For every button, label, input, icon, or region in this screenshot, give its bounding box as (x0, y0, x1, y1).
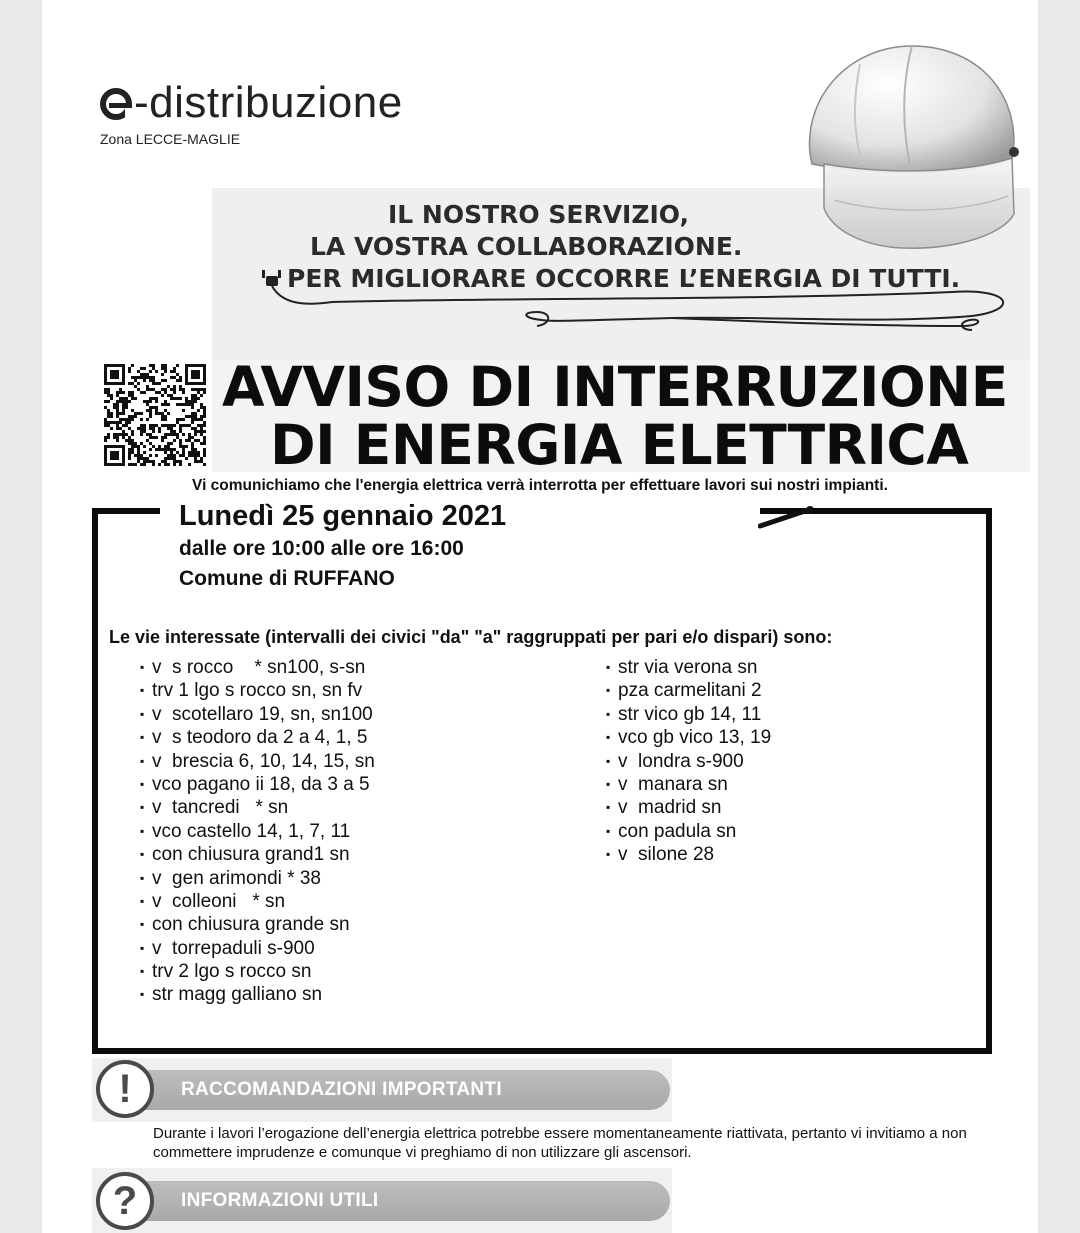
pen-stroke-icon (758, 502, 818, 532)
list-item: ▪ v colleoni * sn (140, 890, 375, 913)
list-item: ▪ v s rocco * sn100, s-sn (140, 656, 375, 679)
slogan-line-3: PER MIGLIORARE OCCORRE L’ENERGIA DI TUTTI. (287, 264, 961, 293)
slogan-line-2: LA VOSTRA COLLABORAZIONE. (310, 232, 743, 261)
list-item: ▪ vco gb vico 13, 19 (606, 726, 771, 749)
list-item: ▪ v gen arimondi * 38 (140, 867, 375, 890)
notice-date: Lunedì 25 gennaio 2021 (179, 500, 507, 532)
list-item: ▪ vco castello 14, 1, 7, 11 (140, 820, 375, 843)
list-item: ▪ v scotellaro 19, sn, sn100 (140, 703, 375, 726)
intro-text: Vi comunichiamo che l'energia elettrica verrà interrotta per effettuare lavori sui nostri impianti. (192, 477, 888, 494)
list-item: ▪ pza carmelitani 2 (606, 679, 771, 702)
title-line-1: AVVISO DI INTERRUZIONE (222, 355, 1008, 419)
safety-helmet-icon (762, 24, 1034, 254)
logo (100, 78, 403, 128)
qr-code-icon (104, 364, 206, 466)
list-item: ▪ v silone 28 (606, 843, 771, 866)
list-item: ▪ str vico gb 14, 11 (606, 703, 771, 726)
list-item: ▪ con chiusura grand1 sn (140, 843, 375, 866)
list-item: ▪ con padula sn (606, 820, 771, 843)
list-item: ▪ vco pagano ii 18, da 3 a 5 (140, 773, 375, 796)
exclamation-icon: ! (96, 1060, 154, 1118)
list-item: ▪ str magg galliano sn (140, 983, 375, 1006)
informazioni-title: INFORMAZIONI UTILI (181, 1190, 379, 1211)
slogan-line-1: IL NOSTRO SERVIZIO, (388, 200, 689, 229)
streets-list-left (140, 656, 375, 1007)
raccomandazioni-title: RACCOMANDAZIONI IMPORTANTI (181, 1079, 502, 1100)
plug-icon (252, 262, 1032, 342)
list-item: ▪ v tancredi * sn (140, 796, 375, 819)
logo-e-icon (100, 88, 132, 120)
list-item: ▪ v manara sn (606, 773, 771, 796)
list-item: ▪ con chiusura grande sn (140, 913, 375, 936)
list-item: ▪ trv 1 lgo s rocco sn, sn fv (140, 679, 375, 702)
notice-comune: Comune di RUFFANO (179, 567, 395, 590)
list-item: ▪ str via verona sn (606, 656, 771, 679)
list-item: ▪ v brescia 6, 10, 14, 15, sn (140, 750, 375, 773)
list-item: ▪ v torrepaduli s-900 (140, 937, 375, 960)
logo-text: -distribuzione (134, 78, 403, 127)
streets-list-right (606, 656, 771, 867)
notice-page (42, 0, 1038, 1233)
notice-hours: dalle ore 10:00 alle ore 16:00 (179, 537, 464, 560)
zona-label: Zona LECCE-MAGLIE (100, 131, 241, 147)
list-item: ▪ v s teodoro da 2 a 4, 1, 5 (140, 726, 375, 749)
list-item: ▪ v londra s-900 (606, 750, 771, 773)
streets-intro: Le vie interessate (intervalli dei civici "da" "a" raggruppati per pari e/o dispari) sono: (109, 627, 833, 647)
question-icon: ? (96, 1172, 154, 1230)
raccomandazioni-text: Durante i lavori l’erogazione dell’energia elettrica potrebbe essere momentaneamente riattivata, pertanto vi invitiamo a non commettere imprudenze e comunque vi preghiamo di non utilizzare gli ascensori. (153, 1125, 967, 1161)
title-line-2: DI ENERGIA ELETTRICA (270, 413, 969, 477)
list-item: ▪ v madrid sn (606, 796, 771, 819)
list-item: ▪ trv 2 lgo s rocco sn (140, 960, 375, 983)
